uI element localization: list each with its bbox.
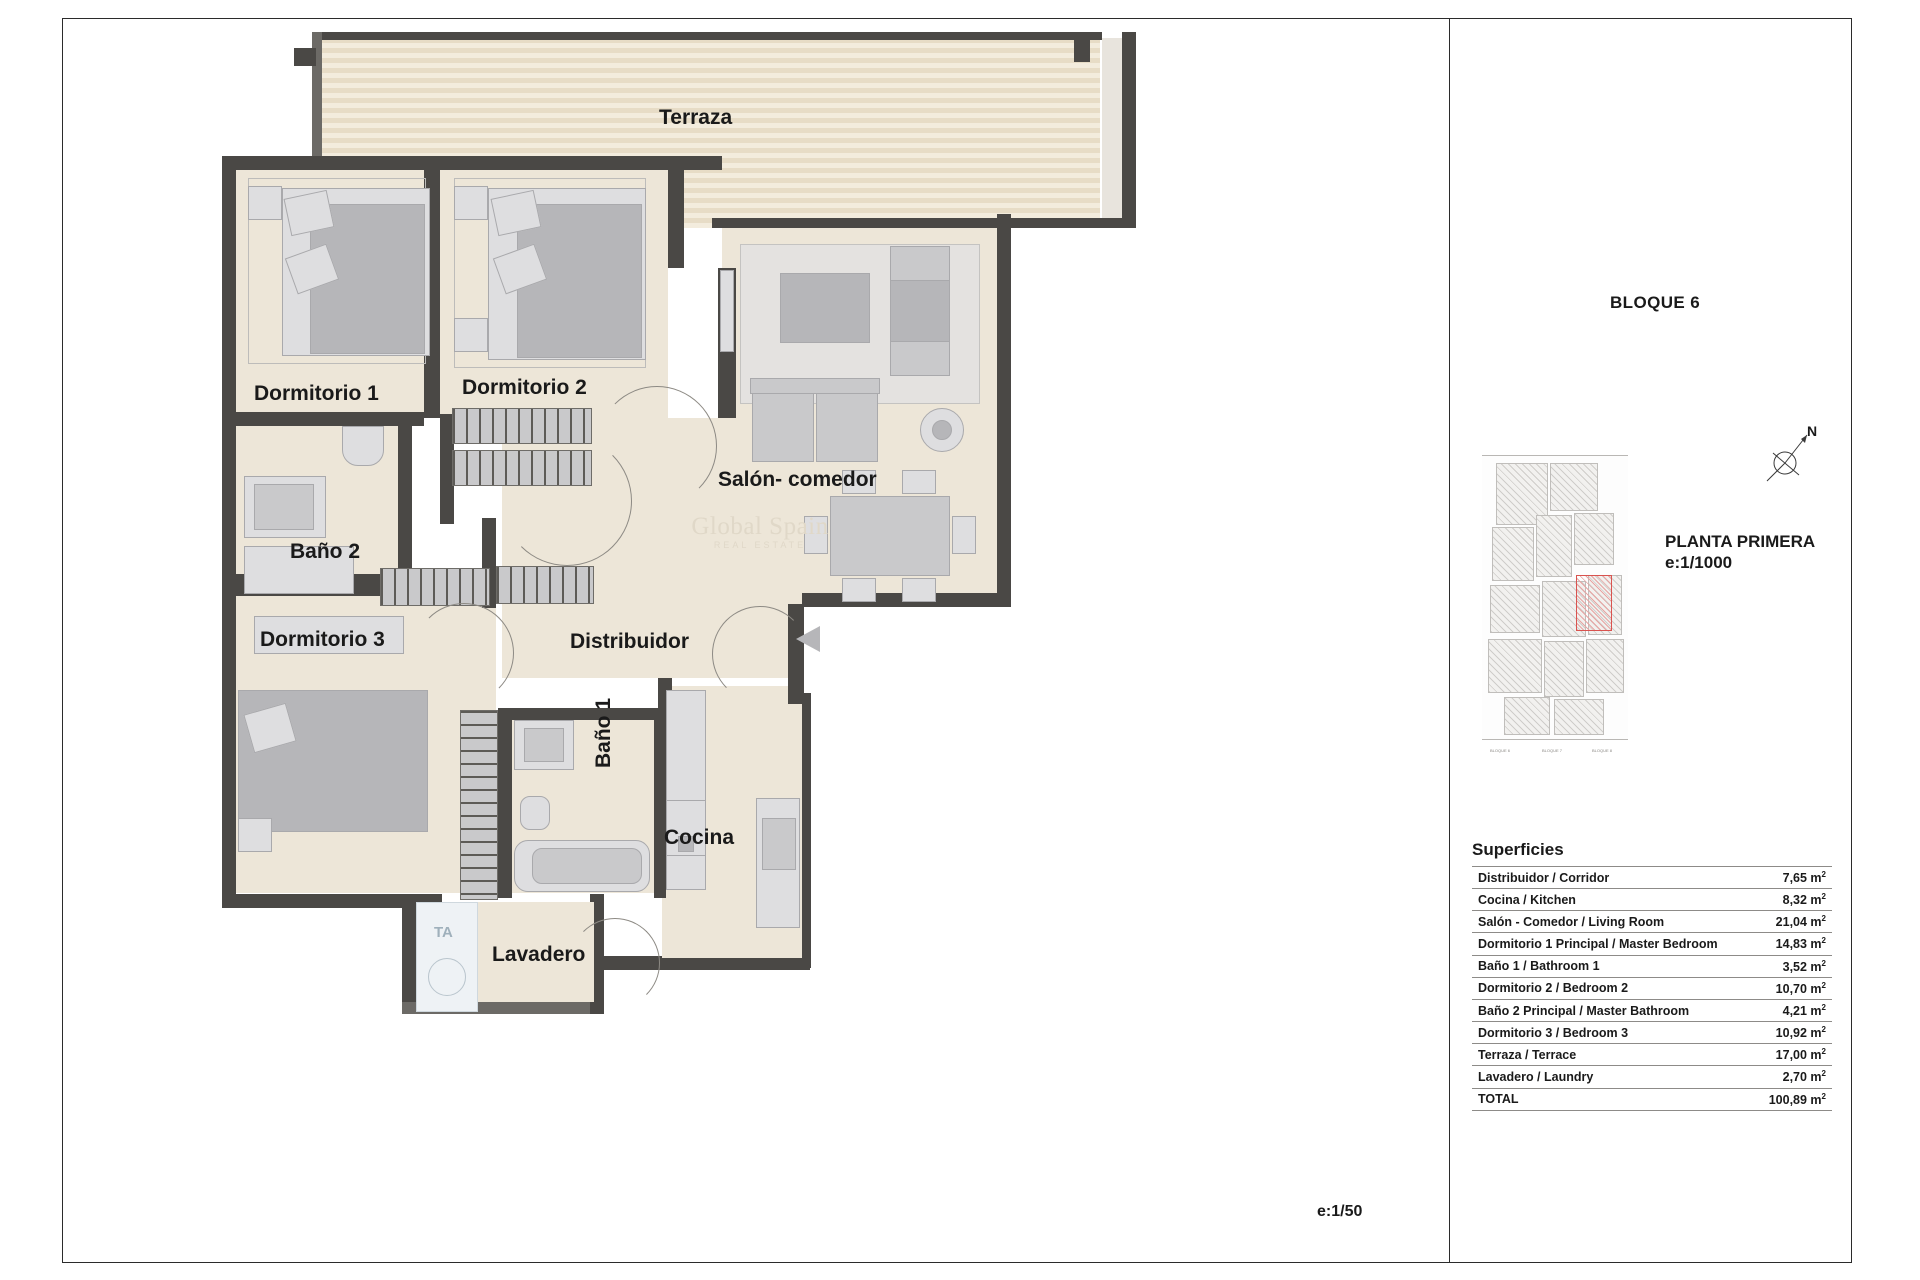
- keyplan-tick-3: BLOQUE 8: [1592, 748, 1613, 753]
- surface-name: Lavadero / Laundry: [1472, 1066, 1754, 1088]
- wall-bano1-right: [654, 718, 666, 898]
- sofa-salon-right: [816, 390, 878, 462]
- tv-unit: [780, 273, 870, 343]
- surface-name-total: TOTAL: [1472, 1088, 1754, 1110]
- surface-value: 4,21 $m^2$: [1754, 999, 1832, 1021]
- compass-north-label: N: [1807, 423, 1818, 439]
- dining-chair-5: [804, 516, 828, 554]
- wall-laundry-left: [402, 894, 416, 1014]
- table-row: [1472, 1044, 1832, 1066]
- door-arc-bedroom-3: [414, 603, 514, 703]
- closet-bano-1-corridor: [460, 710, 498, 900]
- table-row: [1472, 955, 1832, 977]
- wall-bedroom1-bottom: [236, 412, 424, 426]
- table-row: [1472, 1022, 1832, 1044]
- lamp-salon-inner: [932, 420, 952, 440]
- nightstand-bedroom-2: [454, 186, 488, 220]
- terrace-post-left: [294, 48, 316, 66]
- table-row: [1472, 911, 1832, 933]
- wall-bano2-right: [398, 426, 412, 586]
- key-plan-drawing: [1482, 455, 1628, 740]
- wall-left-outer: [222, 156, 236, 908]
- planta-title: [1665, 531, 1815, 574]
- keyplan-tick-1: BLOQUE 6: [1490, 748, 1511, 753]
- toilet-bano-1: [520, 796, 550, 830]
- surface-value: 10,70 $m^2$: [1754, 977, 1832, 999]
- surface-value: 7,65 $m^2$: [1754, 867, 1832, 889]
- key-plan-highlight-unit: [1576, 575, 1612, 631]
- closet-hall-a: [380, 568, 490, 606]
- surface-value: 17,00 $m^2$: [1754, 1044, 1832, 1066]
- dining-chair-6: [952, 516, 976, 554]
- sofa-salon-left: [752, 390, 814, 462]
- info-panel: [1450, 18, 1852, 1263]
- label-dormitorio-2: Dormitorio 2: [462, 376, 587, 399]
- wall-bano1-left: [498, 708, 512, 898]
- surface-name: Baño 1 / Bathroom 1: [1472, 955, 1754, 977]
- wall-bano1-top: [498, 708, 666, 720]
- watermark-line-1: Global Spain: [691, 513, 829, 540]
- side-table-salon: [890, 280, 950, 342]
- watermark-line-2: REAL ESTATE: [713, 539, 807, 550]
- label-bano-2: Baño 2: [290, 540, 361, 563]
- plan-scale-label: e:1/50: [1317, 1203, 1363, 1220]
- floor-plan-drawing: [62, 18, 1449, 1263]
- table-row: [1472, 933, 1832, 955]
- table-row: [1472, 977, 1832, 999]
- label-bano-1: Baño 1: [592, 697, 615, 768]
- surface-value: 21,04 $m^2$: [1754, 911, 1832, 933]
- dining-chair-2: [902, 470, 936, 494]
- surfaces-table: [1472, 866, 1832, 1111]
- nightstand-bedroom-2-lower: [454, 318, 488, 352]
- terrace-wall-top: [320, 32, 1102, 40]
- closet-hall-b: [496, 566, 594, 604]
- label-dormitorio-3: Dormitorio 3: [260, 628, 385, 651]
- table-row: [1472, 999, 1832, 1021]
- counter-cocina-left: [666, 690, 706, 890]
- label-distribuidor: Distribuidor: [570, 630, 689, 653]
- surface-name: Cocina / Kitchen: [1472, 889, 1754, 911]
- surface-value: 14,83 $m^2$: [1754, 933, 1832, 955]
- dining-table: [830, 496, 950, 576]
- label-terraza: Terraza: [659, 106, 733, 129]
- terrace-wall-right: [1122, 32, 1136, 228]
- surface-value: 3,52 $m^2$: [1754, 955, 1832, 977]
- keyplan-tick-2: BLOQUE 7: [1542, 748, 1563, 753]
- planta-scale: e:1/1000: [1665, 553, 1733, 573]
- bloque-title: BLOQUE 6: [1610, 293, 1701, 312]
- label-lavadero: Lavadero: [492, 943, 586, 966]
- wall-bedroom2-right: [668, 170, 684, 268]
- surface-name: Distribuidor / Corridor: [1472, 867, 1754, 889]
- table-row-total: [1472, 1088, 1832, 1110]
- label-cocina: Cocina: [664, 826, 735, 849]
- nightstand-bedroom-3: [238, 818, 272, 852]
- surface-name: Baño 2 Principal / Master Bathroom: [1472, 999, 1754, 1021]
- surface-value: 2,70 $m^2$: [1754, 1066, 1832, 1088]
- surface-value-total: 100,89 $m^2$: [1754, 1088, 1832, 1110]
- wall-right-salon: [997, 214, 1011, 604]
- compass-rose: [1755, 423, 1825, 493]
- planta-title-line: PLANTA PRIMERA: [1665, 532, 1816, 551]
- surface-name: Terraza / Terrace: [1472, 1044, 1754, 1066]
- dining-chair-4: [902, 578, 936, 602]
- key-plan: [1470, 443, 1640, 768]
- table-row: [1472, 889, 1832, 911]
- surface-name: Salón - Comedor / Living Room: [1472, 911, 1754, 933]
- sink-bano-1: [524, 728, 564, 762]
- label-dormitorio-1: Dormitorio 1: [254, 382, 379, 405]
- sofa-back-salon: [750, 378, 880, 394]
- bathtub-inner: [532, 848, 642, 884]
- sink-cocina: [762, 818, 796, 870]
- door-arc-hall: [597, 386, 717, 506]
- table-row: [1472, 1066, 1832, 1088]
- wall-top-bedrooms: [222, 156, 722, 170]
- laundry-icon: TA: [434, 924, 453, 941]
- surfaces-title: Superficies: [1472, 840, 1564, 859]
- surface-name: Dormitorio 2 / Bedroom 2: [1472, 977, 1754, 999]
- washer-circle: [428, 958, 466, 996]
- sink-bano-2-vanity: [342, 426, 384, 466]
- nightstand-bedroom-1: [248, 186, 282, 220]
- surface-value: 8,32 $m^2$: [1754, 889, 1832, 911]
- window-hall: [720, 270, 734, 352]
- door-arc-entry: [712, 606, 808, 702]
- surface-value: 10,92 $m^2$: [1754, 1022, 1832, 1044]
- shower-tray-bano-2: [254, 484, 314, 530]
- terrace-wall-bottom: [712, 218, 1132, 228]
- surface-name: Dormitorio 3 / Bedroom 3: [1472, 1022, 1754, 1044]
- terrace-corner-block: [1074, 32, 1090, 62]
- label-salon: Salón- comedor: [718, 468, 877, 491]
- dining-chair-3: [842, 578, 876, 602]
- surface-name: Dormitorio 1 Principal / Master Bedroom: [1472, 933, 1754, 955]
- table-row: [1472, 867, 1832, 889]
